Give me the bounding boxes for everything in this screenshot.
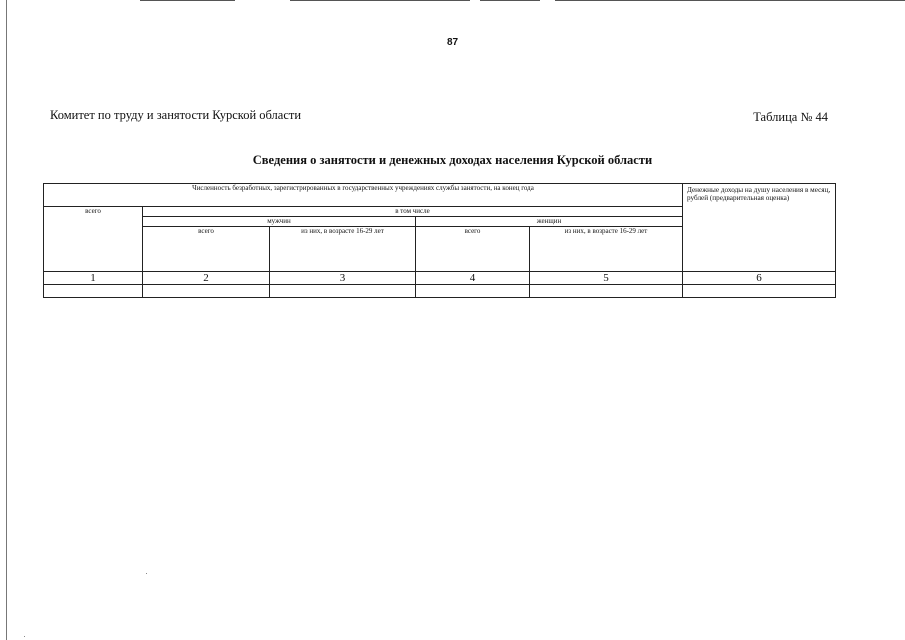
column-number-row — [44, 272, 836, 285]
table-number: Таблица № 44 — [753, 110, 828, 124]
men-header: мужчин — [143, 217, 416, 227]
scan-edge-segment — [290, 0, 470, 1]
women-total-header: всего — [416, 227, 530, 272]
organization-name: Комитет по труду и занятости Курской области — [50, 108, 302, 122]
column-number: 2 — [143, 272, 270, 285]
data-cell — [416, 285, 530, 298]
document-title: Сведения о занятости и денежных доходах населения Курской области — [252, 153, 653, 167]
scan-speck — [24, 636, 25, 637]
data-cell — [683, 285, 836, 298]
column-number: 6 — [683, 272, 836, 285]
including-header: в том числе — [143, 207, 683, 217]
column-number: 5 — [530, 272, 683, 285]
data-cell — [143, 285, 270, 298]
header-row-group — [44, 184, 836, 207]
table-row — [44, 285, 836, 298]
data-cell — [530, 285, 683, 298]
income-per-capita-header: Денежные доходы на душу населения в месяц, рублей (предварительная оценка) — [683, 184, 836, 272]
scan-edge-segment — [480, 0, 540, 1]
scan-edge-segment — [140, 0, 235, 1]
data-cell — [44, 285, 143, 298]
scan-top-edge — [0, 0, 905, 3]
women-header: женщин — [416, 217, 683, 227]
men-total-header: всего — [143, 227, 270, 272]
column-number: 1 — [44, 272, 143, 285]
data-cell — [270, 285, 416, 298]
scan-speck — [146, 573, 147, 574]
statistics-table — [43, 183, 836, 298]
women-young-header: из них, в возрасте 16-29 лет — [530, 227, 683, 272]
scan-left-edge — [6, 0, 7, 640]
page-number: 87 — [446, 37, 459, 48]
total-header: всего — [44, 207, 143, 272]
column-number: 3 — [270, 272, 416, 285]
scan-edge-segment — [555, 0, 905, 1]
men-young-header: из них, в возрасте 16-29 лет — [270, 227, 416, 272]
unemployed-group-header: Численность безработных, зарегистрированных в государственных учреждениях службы занятости, на конец года — [44, 184, 683, 207]
column-number: 4 — [416, 272, 530, 285]
